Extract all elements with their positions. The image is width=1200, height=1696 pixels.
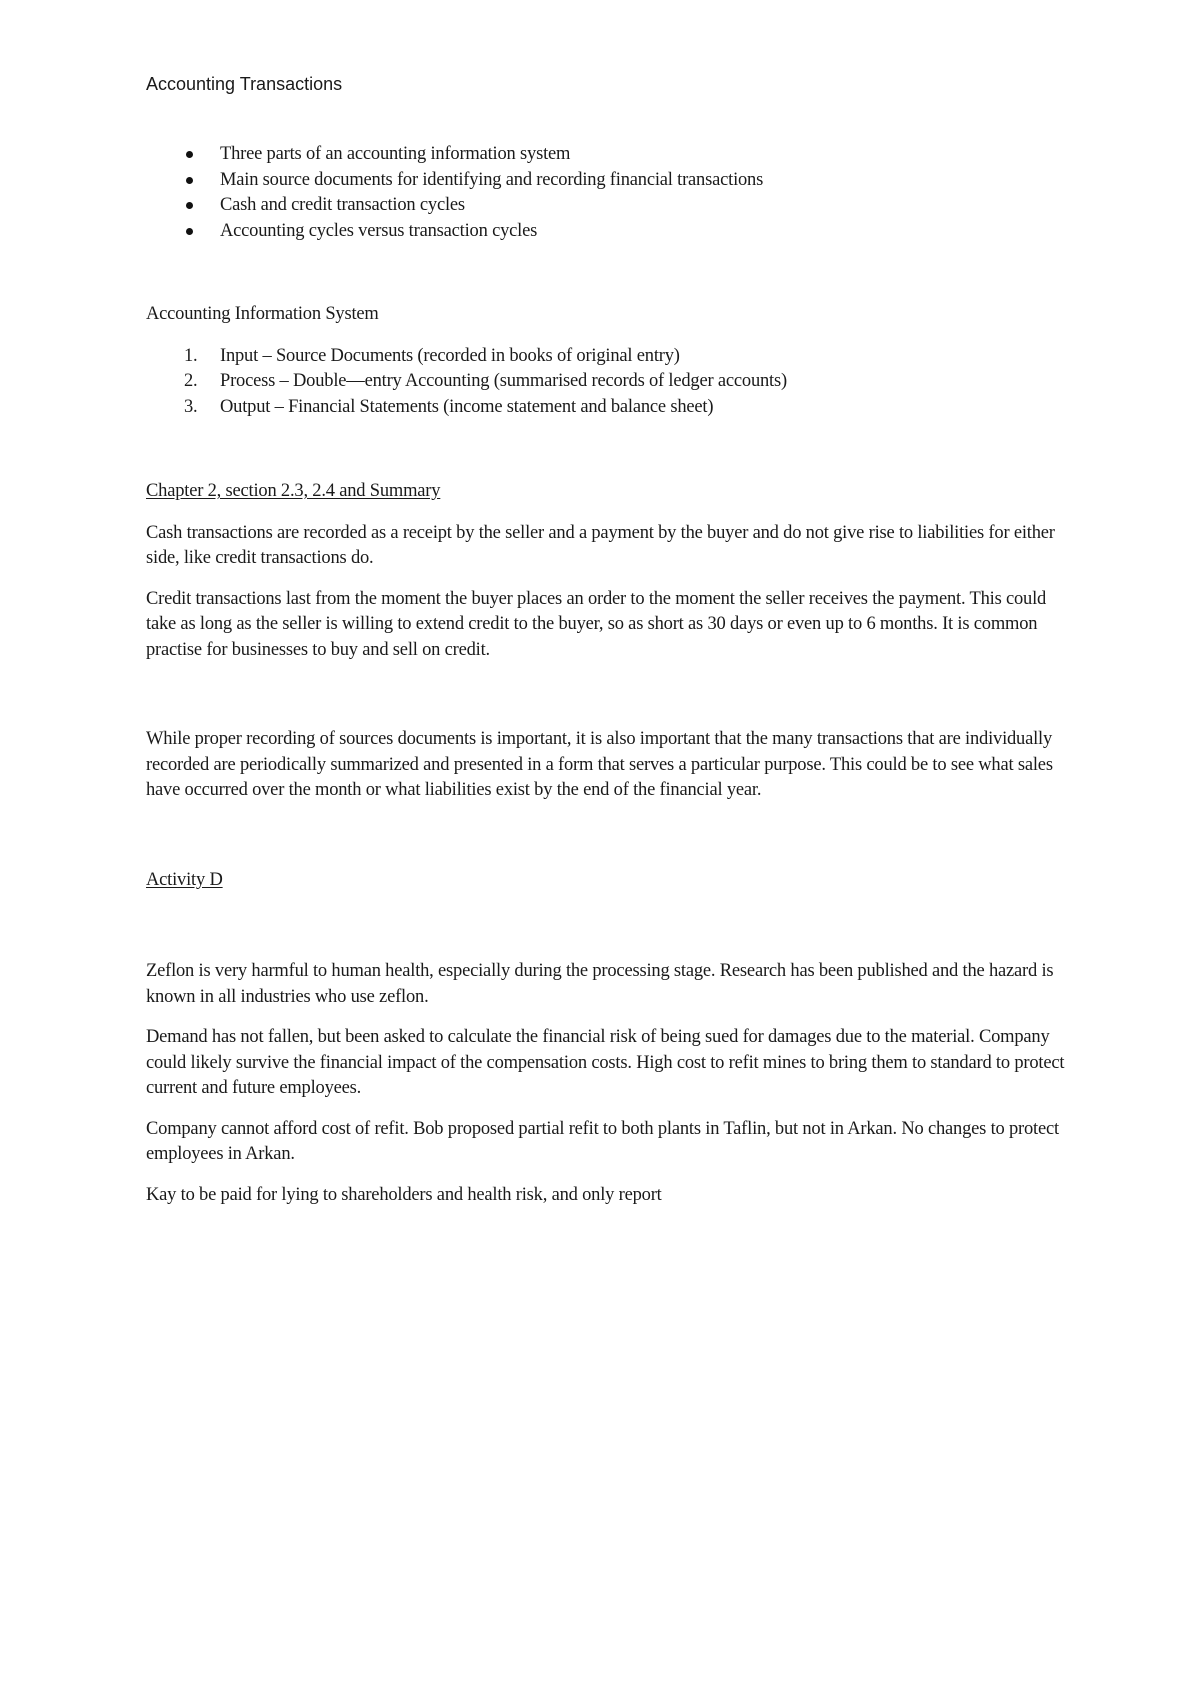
activity-paragraph: Zeflon is very harmful to human health, especially during the processing stage. Research has been published and the hazard is known in all industries who use zeflon.: [146, 961, 1054, 1007]
document-body: [146, 72, 1071, 1208]
ais-steps-list: [146, 344, 1071, 421]
step-item: [146, 344, 1071, 370]
bullet-icon: [186, 177, 193, 184]
activity-paragraph: Kay to be paid for lying to shareholders and health risk, and only report: [146, 1184, 662, 1205]
bullet-text: Main source documents for identifying and recording financial transactions: [220, 169, 764, 190]
bullet-item: [146, 219, 1071, 245]
credit-transactions-paragraph: Credit transactions last from the moment the buyer places an order to the moment the seller receives the payment. This could take as long as the seller is willing to extend credit to the buyer, so as short as 30 days or even up to 6 months. It is common practise for businesses to buy and sell on credit.: [146, 588, 1047, 660]
bullet-text: Cash and credit transaction cycles: [220, 195, 465, 215]
cash-transactions-paragraph: Cash transactions are recorded as a receipt by the seller and a payment by the buyer and do not give rise to liabilities for either side, like credit transactions do.: [146, 522, 1055, 568]
step-item: [146, 369, 1071, 395]
step-item: [146, 395, 1071, 421]
bullet-icon: [186, 202, 193, 209]
bullet-item: [146, 142, 1071, 168]
activity-paragraph: Demand has not fallen, but been asked to calculate the financial risk of being sued for damages due to the material. Company could likely survive the financial impact of the compensation costs. High cost to refit mines to bring them to standard to protect current and future employees.: [146, 1027, 1065, 1098]
step-text: Input – Source Documents (recorded in books of original entry): [220, 345, 680, 366]
step-text: Process – Double—entry Accounting (summarised records of ledger accounts): [220, 371, 787, 391]
document-title: Accounting Transactions: [146, 74, 343, 94]
ais-heading: Accounting Information System: [146, 304, 379, 324]
activity-heading: Activity D: [146, 869, 223, 890]
bullet-item: [146, 168, 1071, 194]
step-number: 1.: [184, 345, 198, 366]
bullet-text: Accounting cycles versus transaction cycles: [220, 220, 538, 241]
chapter-heading: Chapter 2, section 2.3, 2.4 and Summary: [146, 481, 441, 501]
topics-bullet-list: [146, 142, 1071, 244]
step-number: 3.: [184, 396, 198, 417]
bullet-icon: [186, 228, 193, 235]
bullet-text: Three parts of an accounting information system: [220, 144, 571, 164]
step-number: 2.: [184, 371, 198, 391]
bullet-item: [146, 193, 1071, 219]
activity-paragraph: Company cannot afford cost of refit. Bob proposed partial refit to both plants in Taflin, but not in Arkan. No changes to protect employees in Arkan.: [146, 1118, 1059, 1164]
bullet-icon: [186, 151, 193, 158]
summarizing-paragraph: While proper recording of sources documents is important, it is also important that the many transactions that are individually recorded are periodically summarized and presented in a form that serves a particular purpose. This could be to see what sales have occurred over the month or what liabilities exist by the end of the financial year.: [146, 729, 1053, 800]
step-text: Output – Financial Statements (income statement and balance sheet): [220, 396, 714, 417]
